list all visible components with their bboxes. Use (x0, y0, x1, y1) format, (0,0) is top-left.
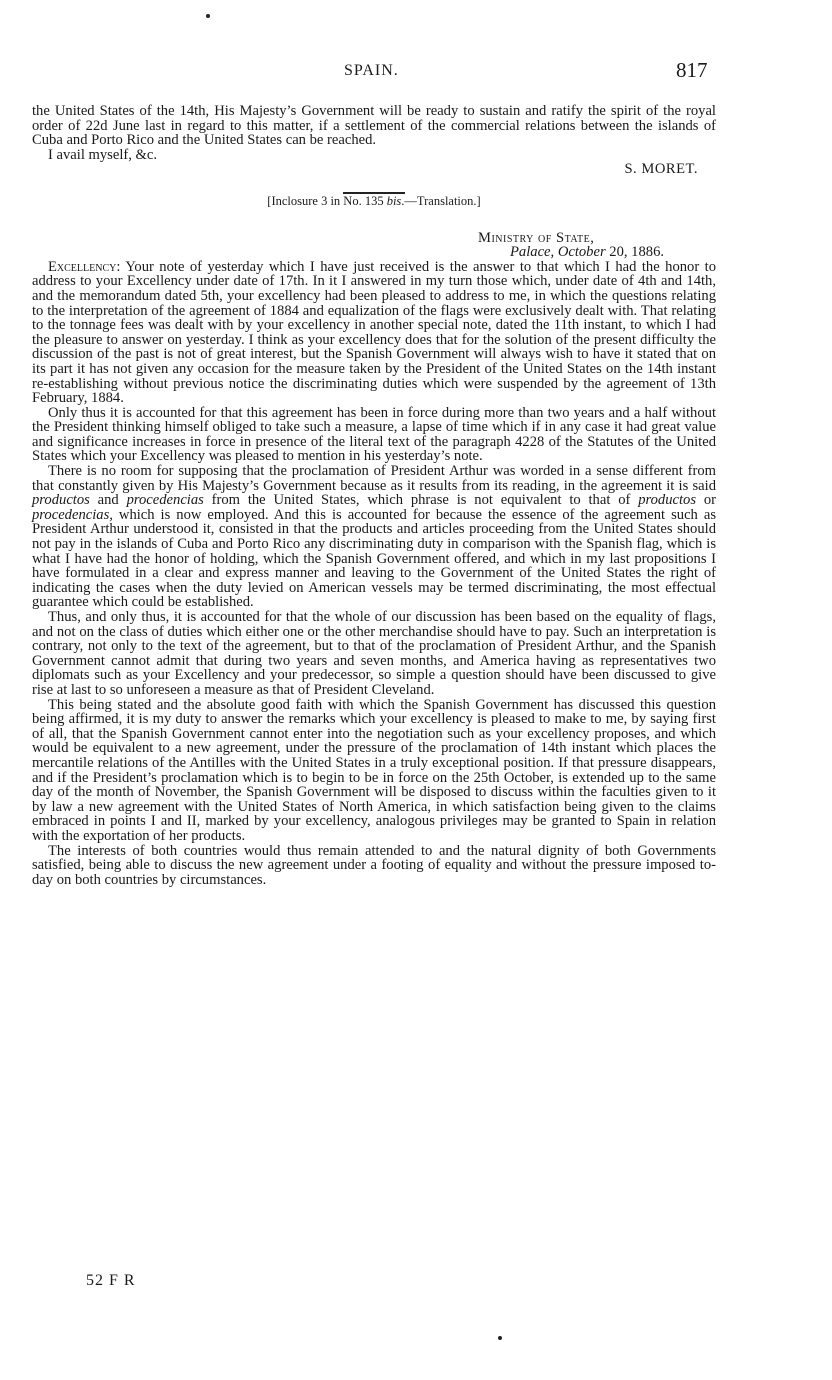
page-body (32, 104, 716, 887)
inclosure-prefix: [Inclosure 3 in No. 135 (267, 193, 387, 208)
salutation: Excellency (48, 258, 117, 275)
p3-part-b: and (89, 492, 127, 509)
printer-dot-bottom (498, 1336, 502, 1340)
inclosure-suffix: .—Translation.] (401, 193, 481, 208)
p3-italic-3: productos (638, 492, 697, 509)
letter-paragraph-3 (32, 464, 716, 610)
dateline-ministry: Ministry of State, (478, 229, 595, 246)
p3-part-c: from the United States, which phrase is not equivalent to that of (203, 492, 639, 509)
letter-paragraph-1 (32, 260, 716, 406)
p3-italic-4: procedencias, (32, 506, 113, 523)
dateline (32, 231, 716, 260)
letter-paragraph-2: Only thus it is accounted for that this agreement has been in force during more than two years and a half without the President thinking himself obliged to take such a measure, a lapse of time which if in any case it had great value and significance increases in force in presence of the literal text of the paragraph 4228 of the Statutes of the United States which your Excellency was pleased to mention in his yesterday’s note. (32, 404, 716, 465)
letter-paragraph-5: This being stated and the absolute good faith with which the Spanish Government has discussed this question being affirmed, it is my duty to answer the remarks which your excellency is pleased to make to me, by saying first of all, that the Spanish Government cannot enter into the negotiation such as your excellency proposes, and which would be equivalent to a new agreement, under the pressure of the proclamation of 14th instant which places the mercantile relations of the Antilles with the United States in a truly exceptional position. If that pressure disappears, and if the President’s proclamation which is to begin to be in force on the 25th October, is extended up to the same day of the month of November, the Spanish Government will be disposed to discuss within the faculties given to it by law a new agreement with the United States of North America, in which satisfaction being given to the claims embraced in points I and II, marked by your excellency, analogous privileges may be granted to Spain in relation with the exportation of her products. (32, 696, 716, 844)
page-header (0, 58, 832, 84)
p3-part-d: or (696, 492, 717, 509)
letter-paragraph-1-text: : Your note of yesterday which I have just received is the answer to that which I had the honor to address to your Excellency under date of 17th. In it I answered in my turn those which, under date of 4th and 14th, and the memorandum dated 5th, your excellency had been pleased to address to me, in which the questions relating to the interpretation of the agreement of 1884 and equalization of the flags were exclusively dealt with. That relating to the tonnage fees was dealt with by your excellency in another special note, dated the 11th instant, to which I had the pleasure to answer on yesterday. I think as your excellency does that for the solution of the present difficulty the discussion of the past is not of great interest, but the Spanish Government will always wish to have it stated that on its part it has not given any occasion for the measure taken by the President of the United States on the 14th instant re-establishing without previous notice the discriminating duties which were suspended by the agreement of 13th February, 1884. (32, 258, 716, 407)
p3-part-a: There is no room for supposing that the proclamation of President Arthur was worded in a sense different from that constantly given by His Majesty’s Government because as it results from its reading, in the agreement it is said (32, 463, 716, 494)
p3-italic-2: procedencias (126, 492, 204, 509)
signature-mark: 52 F R (86, 1272, 136, 1289)
letter-paragraph-4: Thus, and only thus, it is accounted for that the whole of our discussion has been based on the equality of flags, and not on the class of duties which either one or the other merchandise should have to pay. Such an interpretation is contrary, not only to the text of the agreement, but to that of the proclamation of President Arthur, and the Spanish Government cannot admit that during two years and seven months, and America having as representatives two diplomats such as your Excellency and your predecessor, so simple a question should have been discussed to give rise at last to so unforeseen a measure as that of President Cleveland. (32, 609, 716, 698)
signature: S. MORET. (624, 161, 698, 178)
dateline-palace (32, 245, 716, 260)
closing-line: I avail myself, &c. (48, 146, 158, 163)
inclosure-bis: bis (386, 193, 402, 208)
p3-part-e: which is now employed. And this is accounted for because the essence of the agreement such as President Arthur understood it, consisted in that the products and articles proceeding from the United States should not pay in the islands of Cuba and Porto Rico any discriminating duty in comparison with the Spanish flag, which is what I have had the honor of holding, which the Spanish Government offered, and which in my last propositions I have formulated in a clear and express manner and leaving to the Government of the United States the right of indicating the cases when the duty levied on American vessels may be termed discriminating, the most effectual guarantee which could be established. (32, 506, 716, 611)
letter-paragraph-6: The interests of both countries would thus remain attended to and the natural dignity of both Governments satisfied, being able to discuss the new agreement under a footing of equality and without the pressure imposed to-day on both countries by circumstances. (32, 842, 716, 888)
intro-paragraph: the United States of the 14th, His Majesty’s Government will be ready to sustain and ratify the spirit of the royal order of 22d June last in regard to this matter, if a settlement of the commercial relations between the islands of Cuba and Porto Rico and the United States can be reached. (32, 103, 716, 149)
p3-italic-1: productos (32, 492, 90, 509)
page-number: 817 (676, 58, 708, 82)
dateline-date: 20, 1886. (605, 244, 665, 261)
inclosure-heading (32, 194, 716, 209)
running-head: SPAIN. (344, 62, 399, 79)
dateline-palace-text: Palace, October (510, 244, 606, 261)
printer-dot-top (206, 14, 210, 18)
